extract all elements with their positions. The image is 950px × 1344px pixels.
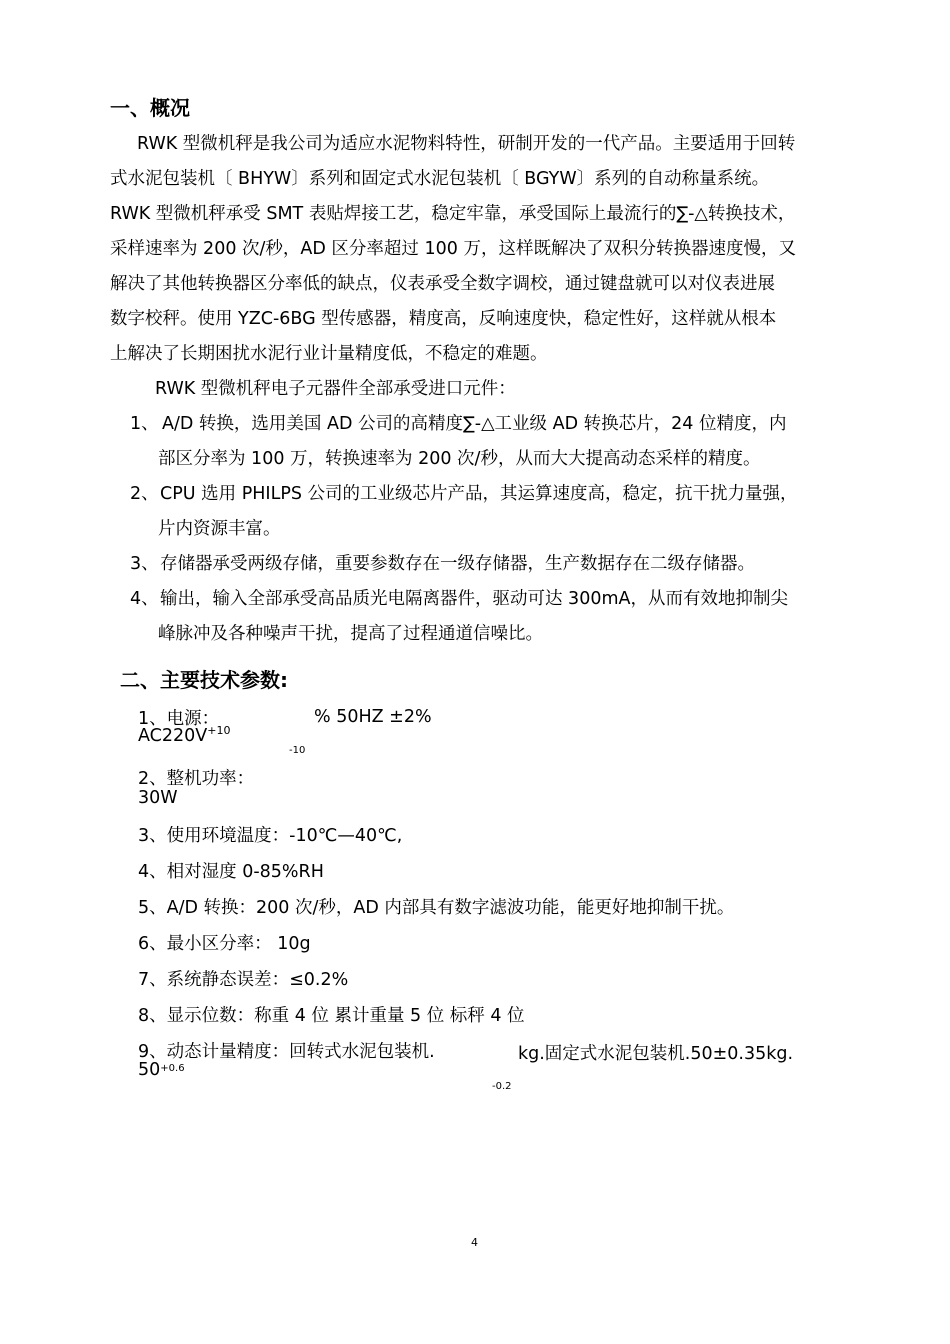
param-temperature: 3、使用环境温度：-10℃—40℃, [138,826,403,846]
paragraph-line: RWK 型微机秤承受 SMT 表贴焊接工艺，稳定牢靠，承受国际上最流行的∑-△转换技术， [110,204,796,224]
param-dynamic-accuracy-tail: kg.固定式水泥包装机.50±0.35kg. [518,1044,794,1064]
param-power-sup: +10 [207,724,231,737]
param-display-digits: 8、显示位数：称重 4 位 累计重量 5 位 标秤 4 位 [138,1006,525,1026]
list-item-number: 3、 [130,554,159,574]
list-item-number: 1、 [130,414,159,434]
param-dynamic-accuracy-label: 9、动态计量精度：回转式水泥包装机. [138,1042,435,1062]
param-dynamic-accuracy-number: 50 [138,1060,161,1080]
list-item-text: 峰脉冲及各种噪声干扰，提高了过程通道信噪比。 [158,624,543,644]
list-item-text: 存储器承受两级存储，重要参数存在一级存储器，生产数据存在二级存储器。 [160,554,755,574]
section-heading-tech-params: 二、主要技术参数: [120,668,288,692]
param-dynamic-accuracy-sub: -0.2 [492,1081,512,1092]
param-power-label: 1、电源： [138,709,220,729]
components-intro: RWK 型微机秤电子元器件全部承受进口元件： [155,379,516,399]
param-dynamic-accuracy-value [138,1060,185,1080]
list-item-text: A/D 转换，选用美国 AD 公司的高精度∑-△工业级 AD 转换芯片，24 位精度，内 [162,414,787,434]
paragraph-line: 式水泥包装机〔 BHYW〕系列和固定式水泥包装机〔 BGYW〕系列的自动称量系统。 [110,169,770,189]
list-item-text: 部区分率为 100 万，转换速率为 200 次/秒，从而大大提高动态采样的精度。 [158,449,761,469]
param-humidity: 4、相对湿度 0-85%RH [138,862,324,882]
list-item-text: 输出，输入全部承受高品质光电隔离器件，驱动可达 300mA，从而有效地抑制尖 [160,589,788,609]
param-power-sub: -10 [289,745,306,756]
list-item-number: 2、 [130,484,159,504]
paragraph-line: RWK 型微机秤是我公司为适应水泥物料特性，研制开发的一代产品。主要适用于回转 [137,134,796,154]
paragraph-line: 采样速率为 200 次/秒，AD 区分率超过 100 万，这样既解决了双积分转换器速度慢，又 [110,239,796,259]
param-power-value [138,726,230,746]
param-wattage-label: 2、整机功率： [138,769,255,789]
list-item-number: 4、 [130,589,159,609]
param-dynamic-accuracy-sup: +0.6 [160,1063,185,1074]
paragraph-line: 数字校秤。使用 YZC-6BG 型传感器，精度高，反响速度快，稳定性好，这样就从根本 [110,309,777,329]
param-static-error: 7、系统静态误差：≤0.2% [138,970,349,990]
param-power-voltage: AC220V [138,726,208,746]
param-power-tail: % 50HZ ±2% [314,707,432,727]
section-heading-overview: 一、概况 [110,96,190,120]
paragraph-line: 解决了其他转换器区分率低的缺点，仪表承受全数字调校，通过键盘就可以对仪表进展 [110,274,775,294]
list-item-text: CPU 选用 PHILPS 公司的工业级芯片产品，其运算速度高，稳定，抗干扰力量强， [160,484,798,504]
param-min-resolution: 6、最小区分率： 10g [138,934,311,954]
list-item-text: 片内资源丰富。 [158,519,281,539]
param-wattage-value: 30W [138,788,178,808]
paragraph-line: 上解决了长期困扰水泥行业计量精度低，不稳定的难题。 [110,344,548,364]
param-ad-conversion: 5、A/D 转换：200 次/秒，AD 内部具有数字滤波功能，能更好地抑制干扰。 [138,898,735,918]
page-number: 4 [471,1236,478,1249]
